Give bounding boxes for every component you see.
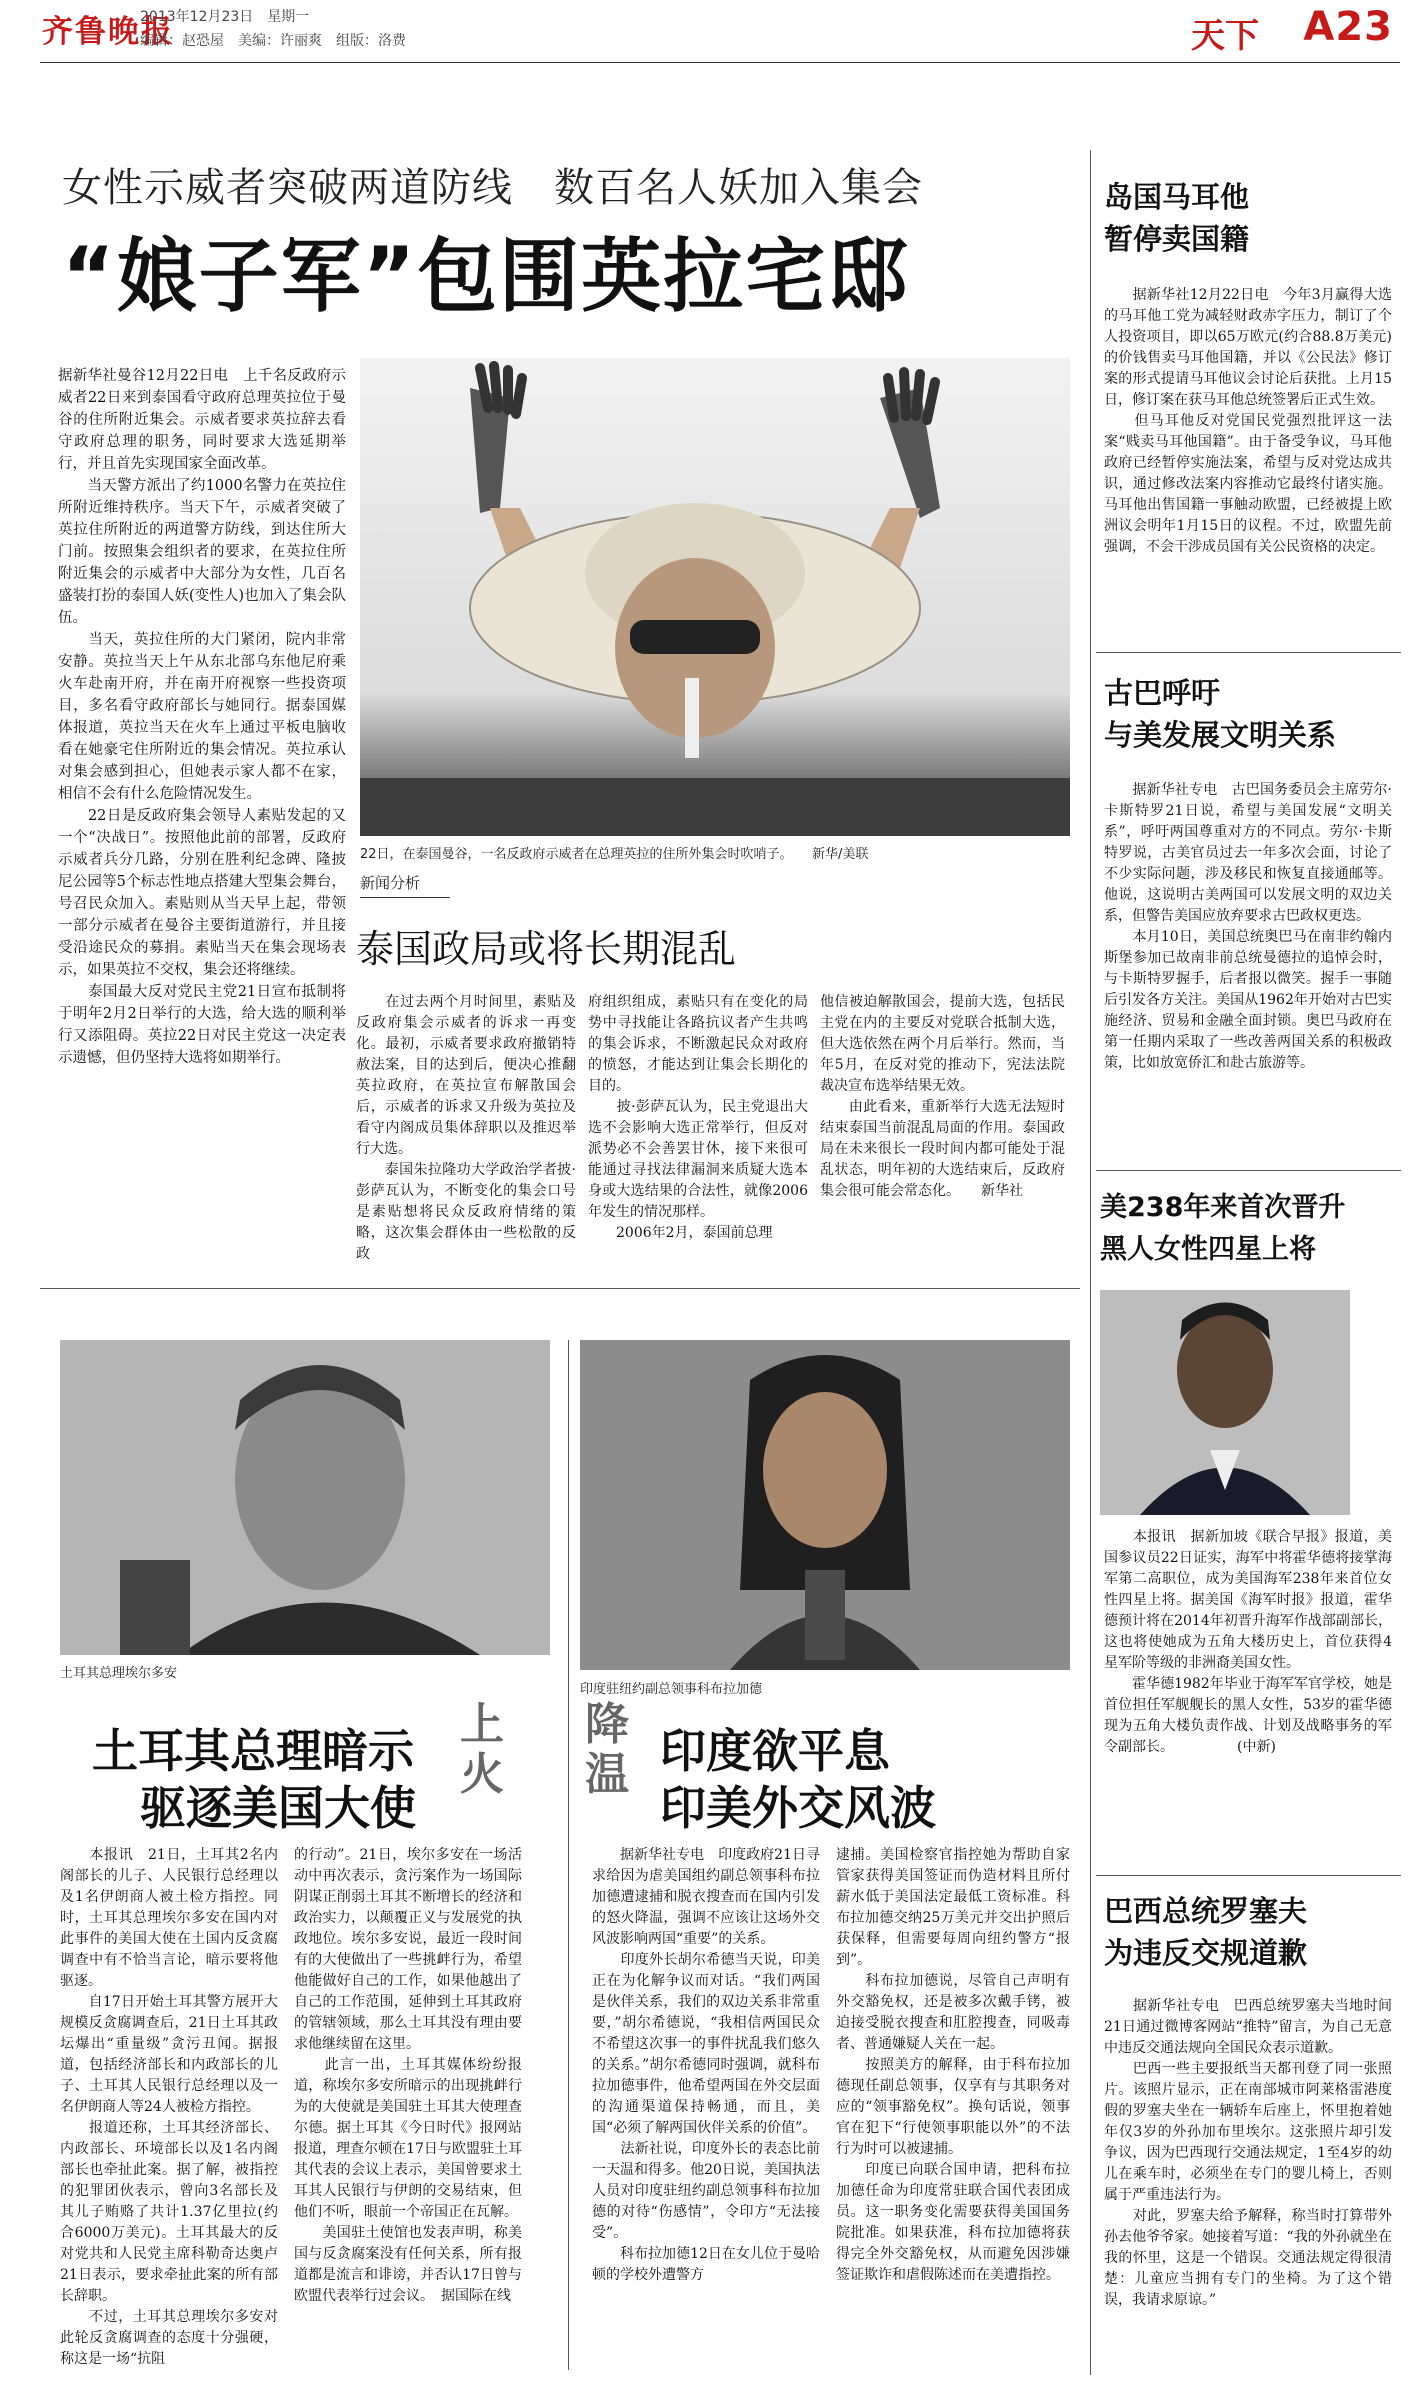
turkey-photo [60, 1340, 550, 1655]
analysis-tag: 新闻分析 [360, 874, 421, 892]
masthead-rule [40, 62, 1400, 63]
rail-divider [1090, 150, 1091, 2375]
rail-rule-3 [1096, 1875, 1401, 1876]
turkey-col-1: 本报讯 21日，土耳其2名内阁部长的儿子、人民银行总经理以及1名伊朗商人被土检方指控。同时，土耳其总理埃尔多安在国内对此事件的美国大使在土国内反贪腐调查中有不恰当言论，暗示要将他驱逐。 自17日开始土耳其警方展开大规模反贪腐调查后，21日土耳其政坛爆出“重量级”贪污丑闻。据报道，包括经济部长和内政部长的儿子、土耳其人民银行总经理以及一名伊朗商人等24人被检方指控。 报道还称，土耳其经济部长、内政部长、环境部长以及1名内阁部长也牵扯此案。据了解，被指控的犯罪团伙表示，曾向3名部长及其儿子贿赂了共计1.37亿里拉(约合6000万美元)。土耳其最大的反对党共和人民党主席科勒奇达奥卢21日表示，要求牵扯此案的所有部长辞职。 不过，土耳其总理埃尔多安对此轮反贪腐调查的态度十分强硬，称这是一场“抗阻 [60, 1847, 278, 2367]
india-col-1: 据新华社专电 印度政府21日寻求给因为虐美国组约副总领事科布拉加德遭逮捕和脱衣搜查而在国内引发的怒火降温，强调不应该让这场外交风波影响两国“重要”的关系。 印度外长胡尔希德当天说，印美正在为化解争议而对话。“我们两国是伙伴关系，我们的双边关系非常重要，”胡尔希德说，“我相信两国民众不希望这次事一的事件扰乱我们悠久的关系。”胡尔希德同时强调，就科布拉加德事件，他希望两国在外交层面的沟通渠道保持畅通，而且，美国“必须了解两国伙伴关系的价值”。 法新社说，印度外长的表态比前一天温和得多。他20日说，美国执法人员对印度驻纽约副总领事科布拉加德的对待“伤感情”，令印方“无法接受”。 科布拉加德12日在女儿位于曼哈顿的学校外遭警方 [592, 1847, 820, 2283]
rail-s2-body: 据新华社专电 古巴国务委员会主席劳尔·卡斯特罗21日说，希望与美国发展“文明关系”，呼吁两国尊重对方的不同点。劳尔·卡斯特罗说，古美官员过去一年多次会面，讨论了不少实际问题，涉及移民和恢复直接通邮等。他说，这说明古美两国可以发展文明的双边关系，但警告美国应放弃要求古巴政权更迭。 本月10日，美国总统奥巴马在南非约翰内斯堡参加已故南非前总统曼德拉的追悼会时，与卡斯特罗握手，后者报以微笑。握手一事随后引发各方关注。美国从1962年开始对古巴实施经济、贸易和金融全面封锁。奥巴马政府在第一任期内采取了一些改善两国关系的积极政策，比如放宽侨汇和赴古旅游等。 [1104, 782, 1392, 1071]
rail-rule-2 [1096, 1170, 1401, 1171]
rail-s1-body: 据新华社12月22日电 今年3月赢得大选的马耳他工党为减轻财政赤字压力，制订了个人投资项目，即以65万欧元(约合88.8万美元)的价钱售卖马耳他国籍，并以《公民法》修订案的形式提请马耳他议会讨论后获批。上月15日，修订案在获马耳他总统签署后正式生效。 但马耳他反对党国民党强烈批评这一法案“贱卖马耳他国籍”。由于备受争议，马耳他政府已经暂停实施法案，希望与反对党达成共识，通过修改法案内容推动它最终付诸实施。马耳他出售国籍一事触动欧盟，已经被提上欧洲议会明年1月15日的议程。不过，欧盟先前强调，不会干涉成员国有关公民资格的决定。 [1104, 287, 1392, 555]
admiral-howard-portrait [1100, 1290, 1350, 1515]
rail-s4-body: 据新华社专电 巴西总统罗塞夫当地时间21日通过微博客网站“推特”留言，为自己无意中违反交通法规向全国民众表示道歉。 巴西一些主要报纸当天都刊登了同一张照片。该照片显示，正在南部城市阿莱格雷港度假的罗塞夫坐在一辆轿车后座上，怀里抱着她年仅3岁的外孙加布里埃尔。这张照片却引发争议，因为巴西现行交通法规定，1至4岁的幼儿在乘车时，必须坐在专门的婴儿椅上，否则属于严重违法行为。 对此，罗塞夫给予解释，称当时打算带外孙去他爷爷家。她接着写道：“我的外孙就坐在我的怀里，这是一个错误。交通法规定得很清楚：儿童应当拥有专门的坐椅。为了这个错误，我请求原谅。” [1104, 1998, 1392, 2308]
erdogan-portrait [60, 1340, 550, 1655]
lead-photo [360, 358, 1070, 836]
protester-whistle-photo [360, 358, 1070, 836]
hand-clappers [470, 366, 940, 518]
rail-s2-headline-line2: 与美发展文明关系 [1104, 718, 1337, 752]
turkey-photo-caption: 土耳其总理埃尔多安 [60, 1666, 178, 1681]
analysis-col-1: 在过去两个月时间里，素贴及反政府集会示威者的诉求一再变化。最初，示威者要求政府撤销特赦法案，目的达到后，便决心推翻英拉政府，在英拉宣布解散国会后，示威者的诉求又升级为英拉及看守内阁成员集体辞职以及推迟举行大选。 泰国朱拉隆功大学政治学者披·彭萨瓦认为，不断变化的集会口号是素贴想将民众反政府情绪的策略，这次集会群体由一些松散的反政 [356, 994, 576, 1262]
masthead [0, 0, 1409, 66]
rail-s1-headline-line1: 岛国马耳他 [1104, 180, 1250, 214]
rail-s3-headline-line1: 美238年来首次晋升 [1100, 1192, 1346, 1223]
rail-s3-photo [1100, 1290, 1350, 1515]
rail-s4-headline-line2: 为违反交规道歉 [1104, 1936, 1308, 1970]
staff-line: 编辑：赵恐屋 美编：许丽爽 组版：洛费 [140, 33, 406, 49]
newspaper-logo: 齐鲁晚报 [42, 14, 174, 50]
india-tag: 降温 [585, 1699, 629, 1800]
analysis-col-2: 府组织组成，素贴只有在变化的局势中寻找能让各路抗议者产生共鸣的集会诉求，不断激起民众对政府的愤怒，才能达到让集会长期化的目的。 披·彭萨瓦认为，民主党退出大选不会影响大选正常举行，但反对派势必不会善罢甘休，接下来很可能通过寻找法律漏洞来质疑大选本身或大选结果的合法性，就像2006年发生的情况那样。 2006年2月，泰国前总理 [588, 994, 808, 1241]
section-rule [40, 1288, 1080, 1289]
turkey-col-2: 的行动”。21日，埃尔多安在一场活动中再次表示，贪污案作为一场国际阴谋正削弱土耳其不断增长的经济和政治实力，以颠覆正义与发展党的执政地位。埃尔多安说，最近一段时间有的大使做出了一些挑衅行为，希望他能做好自己的工作，如果他越出了自己的工作范围，延伸到土耳其政府的管辖领域，那么土耳其没有理由要求他继续留在这里。 此言一出，土耳其媒体纷纷报道，称埃尔多安所暗示的出现挑衅行为的大使就是美国驻土耳其大使理查尔德。据土耳其《今日时代》报网站报道，理查尔顿在17日与欧盟驻土耳其代表的会议上表示，美国曾要求土耳其人民银行与伊朗的交易结束，但他们不听，眼前一个帝国正在瓦解。 美国驻土使馆也发表声明，称美国与反贪腐案没有任何关系，所有报道都是流言和诽谤，并否认17日曾与欧盟代表举行过会议。 据国际在线 [294, 1847, 522, 2304]
lead-headline: “娘子军”包围英拉宅邸 [62, 230, 910, 323]
turkey-headline-line1: 土耳其总理暗示 [92, 1724, 414, 1778]
india-photo-caption: 印度驻纽约副总领事科布拉加德 [580, 1682, 763, 1697]
lead-kicker: 女性示威者突破两道防线 数百名人妖加入集会 [62, 165, 923, 211]
lead-photo-caption: 22日，在泰国曼谷，一名反政府示威者在总理英拉的住所外集会时吹哨子。 新华/美联 [360, 847, 869, 862]
rail-s3-body: 本报讯 据新加坡《联合早报》报道，美国参议员22日证实，海军中将霍华德将接掌海军第二高职位，成为美国海军238年来首位女性四星上将。据美国《海军时报》报道，霍华德预计将在2014年初晋升海军作战部副部长，这也将使她成为五角大楼历史上，首位获得4星军阶等级的非洲裔美国女性。 霍华德1982年毕业于海军军官学校，她是首位担任军舰舰长的黑人女性，53岁的霍华德现为五角大楼负责作战、计划及战略事务的军令副部长。 (中新) [1104, 1529, 1392, 1755]
turkey-tag: 上火 [460, 1699, 504, 1800]
section-title: 天下 [1191, 16, 1259, 56]
lead-body: 据新华社曼谷12月22日电 上千名反政府示威者22日来到泰国看守政府总理英拉位于曼谷的住所附近集会。示威者要求英拉辞去看守政府总理的职务，同时要求大选延期举行，并且首先实现国家全面改革。 当天警方派出了约1000名警力在英拉住所附近维持秩序。当天下午，示威者突破了英拉住所附近的两道警方防线，到达住所大门前。按照集会组织者的要求，在英拉住所附近集会的示威者中大部分为女性，几百名盛装打扮的泰国人妖(变性人)也加入了集会队伍。 当天，英拉住所的大门紧闭，院内非常安静。英拉当天上午从东北部乌东他尼府乘火车赴南开府，并在南开府视察一些投资项目，多名看守政府部长与她同行。据泰国媒体报道，英拉当天在火车上通过平板电脑收看在她豪宅住所附近的集会情况。英拉承认对集会感到担心，但她表示家人都不在家，相信不会有什么危险情况发生。 22日是反政府集会领导人素贴发起的又一个“决战日”。按照他此前的部署，反政府示威者兵分几路，分别在胜利纪念碑、隆披尼公园等5个标志性地点搭建大型集会舞台，号召民众加入。素贴则从当天早上起，带领一部分示威者在曼谷主要街道游行，并且接受沿途民众的募捐。素贴当天在集会现场表示，如果英拉不交权，集会还将继续。 泰国最大反对党民主党21日宣布抵制将于明年2月2日举行的大选，给大选的顺利举行又添阻碍。英拉22日对民主党这一决定表示遗憾，但仍坚持大选将如期举行。 [58, 368, 346, 1066]
rail-s1-headline-line2: 暂停卖国籍 [1104, 222, 1250, 256]
rail-s3-headline-line2: 黑人女性四星上将 [1100, 1234, 1316, 1265]
khobragade-portrait [580, 1340, 1070, 1670]
rail-s4-headline-line1: 巴西总统罗塞夫 [1104, 1894, 1308, 1928]
analysis-col-3: 他信被迫解散国会，提前大选，包括民主党在内的主要反对党联合抵制大选，但大选依然在两个月后举行。然而，当年5月，在反对党的推动下，宪法法院裁决宣布选举结果无效。 由此看来，重新举行大选无法短时结束泰国当前混乱局面的作用。泰国政局在未来很长一段时间内都可能处于混乱状态，明年初的大选结束后，反政府集会很可能会常态化。 新华社 [820, 994, 1065, 1199]
turkey-headline-line2: 驱逐美国大使 [140, 1781, 416, 1835]
rail-rule-1 [1096, 652, 1401, 653]
rail-s2-headline-line1: 古巴呼吁 [1104, 676, 1221, 710]
page-number: A23 [1303, 4, 1393, 50]
india-headline-line2: 印美外交风波 [660, 1781, 936, 1835]
india-col-2: 逮捕。美国检察官指控她为帮助自家管家获得美国签证而伪造材料且所付薪水低于美国法定最低工资标准。科布拉加德交纳25万美元并交出护照后获保释，但需要每周向纽约警方“报到”。 科布拉加德说，尽管自己声明有外交豁免权，还是被多次戴手铐，被迫接受脱衣搜查和肛腔搜查，同吸毒者、普通嫌疑人关在一起。 按照美方的解释，由于科布拉加德现任副总领事，仅享有与其职务对应的“领事豁免权”。换句话说，领事官在犯下“行使领事职能以外”的不法行为时可以被逮捕。 印度已向联合国申请，把科布拉加德任命为印度常驻联合国代表团成员。这一职务变化需要获得美国国务院批准。如果获准，科布拉加德将获得完全外交豁免权，从而避免因涉嫌签证欺诈和虐假陈述而在美遭指控。 [836, 1847, 1070, 2283]
india-photo [580, 1340, 1070, 1670]
mid-divider [568, 1340, 569, 2370]
india-headline-line1: 印度欲平息 [660, 1724, 890, 1778]
analysis-headline: 泰国政局或将长期混乱 [356, 927, 737, 971]
analysis-tag-box [360, 872, 450, 898]
date-line: 2013年12月23日 星期一 [140, 9, 310, 25]
